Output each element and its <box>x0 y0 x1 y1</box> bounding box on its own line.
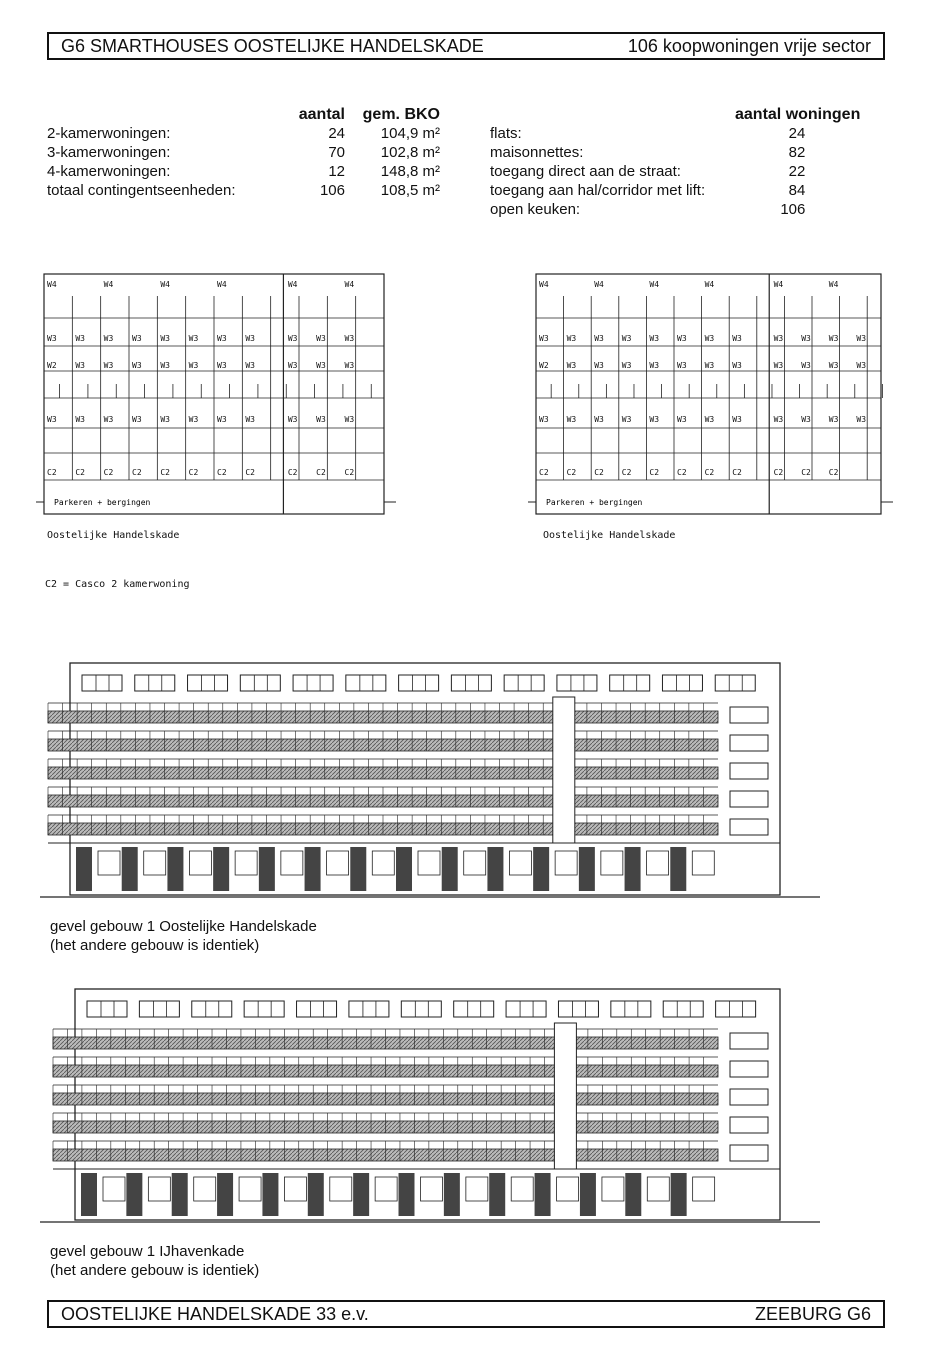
unit-label: W4 <box>344 280 355 289</box>
unit-label: W3 <box>316 415 326 424</box>
unit-label: W3 <box>704 415 715 424</box>
unit-label: C2 <box>132 468 142 477</box>
ground-pillar <box>442 847 458 891</box>
unit-label: W3 <box>217 361 227 370</box>
unit-label: W3 <box>828 334 839 343</box>
unit-label: W3 <box>103 334 114 343</box>
row-count: 106 <box>780 201 806 218</box>
ground-pillar <box>533 847 549 891</box>
ground-pillar <box>489 1173 505 1216</box>
unit-label: C2 <box>47 468 57 477</box>
ground-pillar <box>625 847 641 891</box>
unit-label: W4 <box>103 280 114 289</box>
row-label: flats: <box>490 125 522 142</box>
ground-pillar <box>305 847 321 891</box>
unit-label: C2 <box>217 468 227 477</box>
unit-label: W3 <box>704 334 715 343</box>
unit-label: W3 <box>160 361 170 370</box>
unit-label: W3 <box>621 415 632 424</box>
unit-label: W3 <box>856 361 867 370</box>
facade1-caption-line1: gevel gebouw 1 Oostelijke Handelskade <box>50 918 317 935</box>
ground-pillar <box>353 1173 369 1216</box>
unit-label: W3 <box>773 361 784 370</box>
unit-label: W3 <box>344 334 355 343</box>
unit-label: W3 <box>344 361 355 370</box>
unit-label: C2 <box>75 468 85 477</box>
unit-label: W3 <box>160 415 170 424</box>
unit-label: W3 <box>704 361 715 370</box>
unit-label: W3 <box>316 334 326 343</box>
row-label: toegang direct aan de straat: <box>490 163 681 180</box>
unit-label: W3 <box>732 415 742 424</box>
unit-label: W3 <box>75 415 85 424</box>
unit-label: W3 <box>649 361 660 370</box>
unit-label: C2 <box>621 468 632 477</box>
unit-label: W3 <box>773 334 784 343</box>
ground-pillar <box>213 847 229 891</box>
ground-pillar <box>259 847 275 891</box>
ground-pillar <box>76 847 92 891</box>
units-table <box>47 105 440 200</box>
unit-label: W3 <box>594 361 604 370</box>
unit-label: W3 <box>217 415 227 424</box>
unit-label: C2 <box>103 468 114 477</box>
unit-label: W3 <box>594 415 604 424</box>
unit-label: C2 <box>828 468 839 477</box>
facade1-caption-line2: (het andere gebouw is identiek) <box>50 937 260 954</box>
row-area: 104,9 m² <box>380 125 440 142</box>
unit-label: W3 <box>75 361 85 370</box>
unit-label: W4 <box>217 280 227 289</box>
unit-label: W3 <box>217 334 227 343</box>
unit-label: W3 <box>245 334 255 343</box>
facade-drawing-handelskade <box>40 655 830 915</box>
ground-pillar <box>262 1173 278 1216</box>
row-area: 108,5 m² <box>380 182 440 199</box>
unit-label: C2 <box>316 468 326 477</box>
unit-label: W4 <box>594 280 604 289</box>
ground-pillar <box>396 847 412 891</box>
ground-pillar <box>671 1173 687 1216</box>
unit-label: W3 <box>287 415 298 424</box>
row-count: 22 <box>788 163 806 180</box>
facade2-caption-line1: gevel gebouw 1 IJhavenkade <box>50 1243 245 1260</box>
unit-label: W3 <box>287 361 298 370</box>
unit-label: W3 <box>773 415 784 424</box>
types-table <box>490 105 860 219</box>
footer-address: OOSTELIJKE HANDELSKADE 33 e.v. <box>61 1303 369 1324</box>
unit-label: W2 <box>539 361 549 370</box>
unit-label: W4 <box>539 280 549 289</box>
unit-label: W3 <box>539 334 549 343</box>
unit-label: W3 <box>566 334 577 343</box>
col-area-header: gem. BKO <box>362 106 440 123</box>
unit-label: C2 <box>287 468 298 477</box>
unit-label: W4 <box>704 280 715 289</box>
row-count: 106 <box>319 182 345 199</box>
row-count: 24 <box>788 125 806 142</box>
unit-label: W3 <box>566 361 577 370</box>
facade-drawing-ijhavenkade <box>40 985 830 1235</box>
unit-label: C2 <box>566 468 577 477</box>
section-diagram-left <box>36 268 396 520</box>
ground-pillar <box>126 1173 142 1216</box>
section-outline <box>536 274 881 514</box>
unit-label: C2 <box>801 468 811 477</box>
ground-pillar <box>350 847 366 891</box>
row-area: 102,8 m² <box>380 144 440 161</box>
legend-note: C2 = Casco 2 kamerwoning <box>45 579 190 590</box>
unit-label: W3 <box>47 415 57 424</box>
unit-label: C2 <box>188 468 199 477</box>
unit-label: W3 <box>188 415 199 424</box>
unit-label: W3 <box>344 415 355 424</box>
ground-pillar <box>122 847 138 891</box>
unit-label: C2 <box>245 468 255 477</box>
ground-pillar <box>535 1173 551 1216</box>
unit-label: W3 <box>621 361 632 370</box>
facade2-caption-line2: (het andere gebouw is identiek) <box>50 1262 260 1279</box>
page-title: G6 SMARTHOUSES OOSTELIJKE HANDELSKADE <box>61 35 484 56</box>
row-count: 12 <box>328 163 345 180</box>
unit-label: W3 <box>828 415 839 424</box>
unit-label: W4 <box>773 280 784 289</box>
unit-label: W3 <box>103 415 114 424</box>
facade2-caption <box>50 1242 259 1280</box>
facade1-caption <box>50 917 317 955</box>
page-footer <box>47 1300 885 1328</box>
section-diagram-right <box>528 268 893 520</box>
unit-label: W3 <box>75 334 85 343</box>
unit-label: W3 <box>566 415 577 424</box>
unit-label: W3 <box>132 334 142 343</box>
unit-label: W3 <box>47 334 57 343</box>
unit-label: W3 <box>594 334 604 343</box>
unit-label: W3 <box>801 361 811 370</box>
unit-label: W3 <box>287 334 298 343</box>
unit-label: C2 <box>773 468 784 477</box>
unit-label: W3 <box>649 415 660 424</box>
unit-label: W3 <box>245 415 255 424</box>
unit-label: C2 <box>732 468 742 477</box>
unit-label: W3 <box>316 361 326 370</box>
col-count-header: aantal <box>298 106 345 123</box>
unit-label: W3 <box>132 415 142 424</box>
unit-label: W3 <box>132 361 142 370</box>
page-subtitle: 106 koopwoningen vrije sector <box>627 35 871 56</box>
footer-district: ZEEBURG G6 <box>754 1303 871 1324</box>
row-label: maisonnettes: <box>490 144 584 161</box>
unit-label: W3 <box>677 334 687 343</box>
ground-pillar <box>172 1173 188 1216</box>
unit-label: C2 <box>649 468 660 477</box>
col-count-header: aantal woningen <box>735 106 861 123</box>
row-area: 148,8 m² <box>380 163 440 180</box>
unit-label: W3 <box>621 334 632 343</box>
unit-label: W4 <box>160 280 170 289</box>
ground-pillar <box>580 1173 596 1216</box>
stair-core <box>554 1023 576 1169</box>
unit-label: W3 <box>245 361 255 370</box>
unit-label: W3 <box>160 334 170 343</box>
unit-label: W3 <box>828 361 839 370</box>
parking-label: Parkeren + bergingen <box>546 498 643 507</box>
unit-label: C2 <box>677 468 687 477</box>
unit-label: W3 <box>539 415 549 424</box>
row-label: totaal contingentseenheden: <box>47 182 236 199</box>
row-label: 3-kamerwoningen: <box>47 144 171 161</box>
unit-label: W4 <box>649 280 660 289</box>
unit-label: C2 <box>160 468 170 477</box>
ground-pillar <box>399 1173 415 1216</box>
unit-label: W3 <box>732 334 742 343</box>
ground-pillar <box>167 847 183 891</box>
unit-label: C2 <box>539 468 549 477</box>
unit-label: W3 <box>801 334 811 343</box>
unit-label: W2 <box>47 361 57 370</box>
unit-label: W3 <box>188 334 199 343</box>
unit-label: W4 <box>47 280 57 289</box>
row-label: toegang aan hal/corridor met lift: <box>490 182 706 199</box>
parking-label: Parkeren + bergingen <box>54 498 151 507</box>
unit-label: W3 <box>677 415 687 424</box>
unit-label: W3 <box>103 361 114 370</box>
unit-label: W3 <box>856 334 867 343</box>
ground-pillar <box>308 1173 324 1216</box>
ground-pillar <box>217 1173 233 1216</box>
ground-pillar <box>487 847 503 891</box>
unit-label: C2 <box>704 468 715 477</box>
page-header <box>47 32 885 60</box>
street-label-right: Oostelijke Handelskade <box>543 530 676 541</box>
unit-label: W3 <box>677 361 687 370</box>
row-count: 84 <box>788 182 806 199</box>
unit-label: W4 <box>828 280 839 289</box>
unit-label: W3 <box>649 334 660 343</box>
ground-pillar <box>444 1173 460 1216</box>
row-count: 24 <box>328 125 345 142</box>
unit-label: W3 <box>801 415 811 424</box>
unit-label: W3 <box>188 361 199 370</box>
street-label-left: Oostelijke Handelskade <box>47 530 180 541</box>
ground-pillar <box>670 847 686 891</box>
row-label: open keuken: <box>490 201 581 218</box>
row-count: 70 <box>328 144 345 161</box>
stair-core <box>553 697 575 843</box>
unit-label: W3 <box>856 415 867 424</box>
ground-pillar <box>81 1173 97 1216</box>
unit-label: W4 <box>287 280 298 289</box>
ground-pillar <box>579 847 595 891</box>
row-label: 2-kamerwoningen: <box>47 125 171 142</box>
unit-label: C2 <box>344 468 355 477</box>
row-label: 4-kamerwoningen: <box>47 163 171 180</box>
unit-label: C2 <box>594 468 604 477</box>
ground-pillar <box>625 1173 641 1216</box>
row-count: 82 <box>788 144 806 161</box>
unit-label: W3 <box>732 361 742 370</box>
